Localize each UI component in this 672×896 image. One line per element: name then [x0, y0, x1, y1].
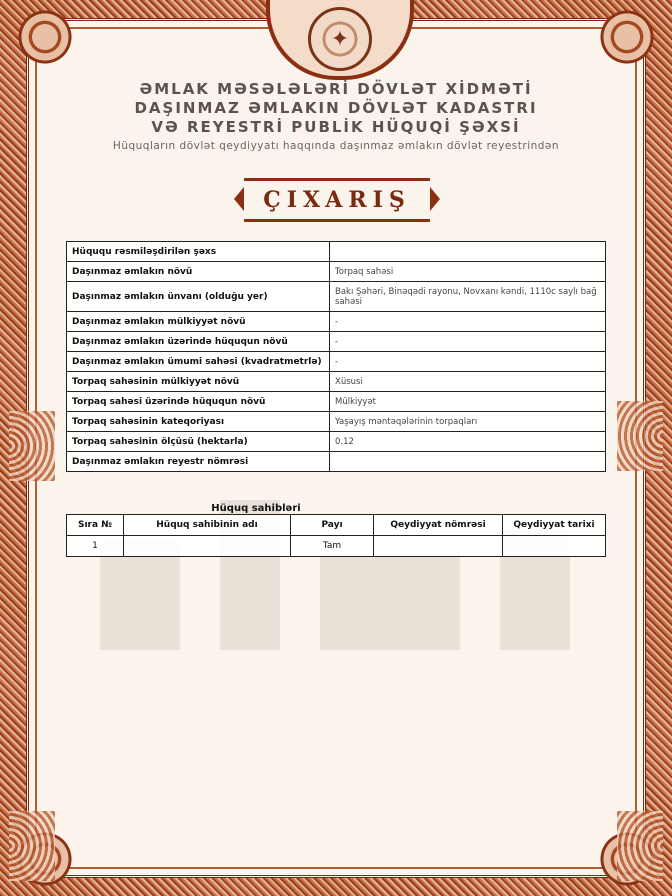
document-subtitle: Hüquqların dövlət qeydiyyatı haqqında daşınmaz əmlakın dövlət reyestrindən — [112, 140, 560, 152]
table-row — [67, 432, 606, 452]
field-label: Daşınmaz əmlakın mülkiyyət növü — [67, 312, 330, 332]
document-title: ÇIXARIŞ — [263, 187, 411, 213]
azerbaijan-emblem-icon: ✦ — [308, 7, 372, 71]
corner-ornament-icon — [15, 7, 75, 67]
field-label: Daşınmaz əmlakın ümumi sahəsi (kvadratmetrlə) — [67, 352, 330, 372]
owner-cell: Tam — [291, 536, 374, 557]
field-label: Daşınmaz əmlakın növü — [67, 262, 330, 282]
column-header: Payı — [291, 515, 374, 536]
agency-name-line3: VƏ REYESTRİ PUBLİK HÜQUQİ ŞƏXSİ — [151, 118, 521, 136]
owners-table-caption: Hüquq sahibləri — [211, 503, 301, 514]
field-value: - — [330, 312, 606, 332]
title-banner — [244, 178, 430, 222]
field-label: Daşınmaz əmlakın ünvanı (olduğu yer) — [67, 282, 330, 312]
field-label: Hüququ rəsmiləşdirilən şəxs — [67, 242, 330, 262]
field-label: Torpaq sahəsi üzərində hüququn növü — [67, 392, 330, 412]
field-label: Torpaq sahəsinin ölçüsü (hektarla) — [67, 432, 330, 452]
owner-row — [67, 536, 606, 557]
field-value: - — [330, 352, 606, 372]
agency-name-line2: DAŞINMAZ ƏMLAKIN DÖVLƏT KADASTRI — [134, 99, 538, 117]
property-info-table — [66, 241, 606, 472]
side-ornament-icon — [9, 411, 55, 481]
field-label: Daşınmaz əmlakın reyestr nömrəsi — [67, 452, 330, 472]
owners-table — [66, 514, 606, 557]
field-value: Mülkiyyət — [330, 392, 606, 412]
side-ornament-icon — [9, 811, 55, 881]
side-ornament-icon — [617, 811, 663, 881]
field-value — [330, 452, 606, 472]
table-row — [67, 312, 606, 332]
field-value: Xüsusi — [330, 372, 606, 392]
table-row — [67, 282, 606, 312]
side-ornament-icon — [617, 401, 663, 471]
column-header: Sıra № — [67, 515, 124, 536]
field-value: Yaşayış məntəqələrinin torpaqları — [330, 412, 606, 432]
field-label: Torpaq sahəsinin mülkiyyət növü — [67, 372, 330, 392]
table-row — [67, 242, 606, 262]
table-row — [67, 392, 606, 412]
owner-cell — [124, 536, 291, 557]
field-value — [330, 242, 606, 262]
owner-cell — [374, 536, 503, 557]
field-label: Torpaq sahəsinin kateqoriyası — [67, 412, 330, 432]
column-header: Qeydiyyat tarixi — [503, 515, 606, 536]
owner-cell: 1 — [67, 536, 124, 557]
table-row — [67, 332, 606, 352]
table-row — [67, 452, 606, 472]
field-value: Torpaq sahəsi — [330, 262, 606, 282]
table-row — [67, 262, 606, 282]
corner-ornament-icon — [597, 7, 657, 67]
column-header: Qeydiyyat nömrəsi — [374, 515, 503, 536]
field-value: 0.12 — [330, 432, 606, 452]
table-row — [67, 372, 606, 392]
field-value: Bakı Şəhəri, Binəqədi rayonu, Novxanı kəndi, 1110c saylı bağ sahəsi — [330, 282, 606, 312]
table-row — [67, 412, 606, 432]
table-row — [67, 352, 606, 372]
field-value: - — [330, 332, 606, 352]
background-watermark-image — [60, 470, 620, 650]
owner-cell — [503, 536, 606, 557]
field-label: Daşınmaz əmlakın üzərində hüququn növü — [67, 332, 330, 352]
column-header: Hüquq sahibinin adı — [124, 515, 291, 536]
owners-header-row — [67, 515, 606, 536]
agency-name-line1: ƏMLAK MƏSƏLƏLƏRİ DÖVLƏT XİDMƏTİ — [139, 80, 533, 98]
